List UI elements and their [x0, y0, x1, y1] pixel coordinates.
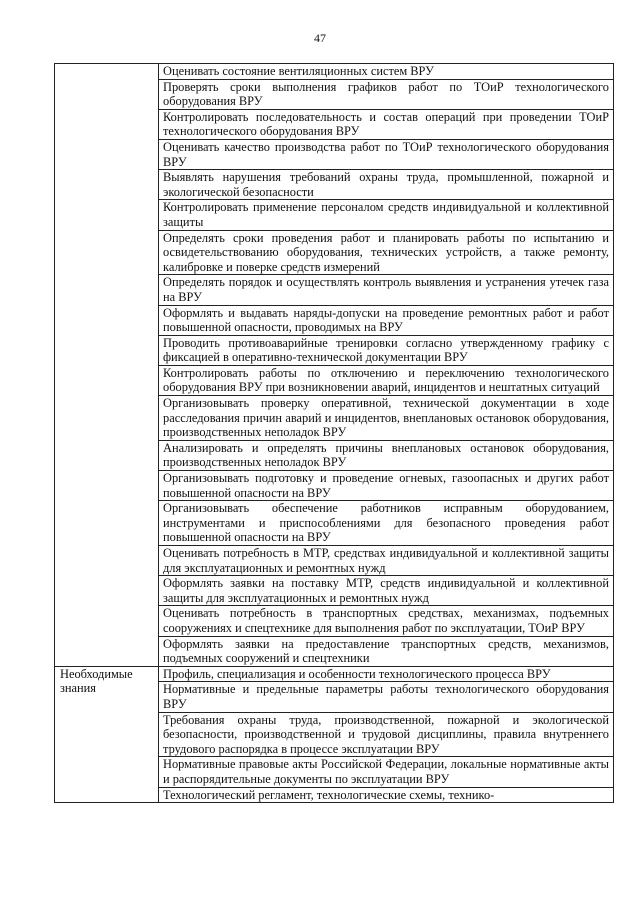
skill-item: Контролировать применение персоналом средств индивидуальной и коллективной защиты	[159, 200, 614, 230]
skill-item: Оформлять заявки на предоставление транспортных средств, механизмов, подъемных сооружений и спецтехники	[159, 636, 614, 666]
skill-item: Оценивать качество производства работ по ТОиР технологического оборудования ВРУ	[159, 139, 614, 169]
skill-item: Выявлять нарушения требований охраны труда, промышленной, пожарной и экологической безопасности	[159, 170, 614, 200]
table-row	[55, 666, 614, 682]
skill-item: Организовывать обеспечение работников исправным оборудованием, инструментами и приспособлениями для безопасного проведения работ повышенной опасности на ВРУ	[159, 501, 614, 546]
table-row	[55, 64, 614, 80]
skill-item: Оформлять и выдавать наряды-допуски на проведение ремонтных работ и работ повышенной опасности, проводимых на ВРУ	[159, 305, 614, 335]
skill-item: Контролировать работы по отключению и переключению технологического оборудования ВРУ при возникновении аварий, инцидентов и нештатных ситуаций	[159, 365, 614, 395]
knowledge-label-line2: знания	[60, 681, 96, 696]
skill-item: Оценивать потребность в транспортных средствах, механизмах, подъемных сооружениях и спецтехнике для выполнения работ по эксплуатации, ТОиР ВРУ	[159, 606, 614, 636]
skill-item: Оценивать состояние вентиляционных систем ВРУ	[159, 64, 614, 80]
competency-table	[54, 63, 614, 803]
skill-item: Проводить противоаварийные тренировки согласно утвержденному графику с фиксацией в оперативно-технической документации ВРУ	[159, 335, 614, 365]
knowledge-item: Профиль, специализация и особенности технологического процесса ВРУ	[159, 666, 614, 682]
page-number: 47	[314, 31, 326, 45]
skill-item: Оформлять заявки на поставку МТР, средств индивидуальной и коллективной защиты для эксплуатационных и ремонтных нужд	[159, 576, 614, 606]
knowledge-item: Требования охраны труда, производственной, пожарной и экологической безопасности, производственной и трудовой дисциплины, правила внутреннего трудового распорядка в процессе эксплуатации ВРУ	[159, 712, 614, 757]
skill-item: Контролировать последовательность и состав операций при проведении ТОиР технологического оборудования ВРУ	[159, 109, 614, 139]
skill-item: Организовывать подготовку и проведение огневых, газоопасных и других работ повышенной опасности на ВРУ	[159, 471, 614, 501]
knowledge-label-line1: Необходимые	[60, 666, 133, 681]
knowledge-item: Технологический регламент, технологические схемы, технико-	[159, 787, 614, 803]
skill-item: Оценивать потребность в МТР, средствах индивидуальной и коллективной защиты для эксплуатационных и ремонтных нужд	[159, 546, 614, 576]
skills-label-cell	[55, 64, 159, 667]
knowledge-item: Нормативные правовые акты Российской Федерации, локальные нормативные акты и распорядительные документы по эксплуатации ВРУ	[159, 757, 614, 787]
skill-item: Проверять сроки выполнения графиков работ по ТОиР технологического оборудования ВРУ	[159, 79, 614, 109]
knowledge-label-cell	[55, 666, 159, 802]
skill-item: Определять сроки проведения работ и планировать работы по испытанию и освидетельствованию оборудования, технических устройств, а также ремонту, калибровке и поверке средств измерений	[159, 230, 614, 275]
skill-item: Определять порядок и осуществлять контроль выявления и устранения утечек газа на ВРУ	[159, 275, 614, 305]
knowledge-item: Нормативные и предельные параметры работы технологического оборудования ВРУ	[159, 682, 614, 712]
skill-item: Организовывать проверку оперативной, технической документации в ходе расследования причин аварий и инцидентов, внеплановых остановок оборудования, производственных неполадок ВРУ	[159, 396, 614, 441]
skill-item: Анализировать и определять причины внеплановых остановок оборудования, производственных неполадок ВРУ	[159, 440, 614, 470]
